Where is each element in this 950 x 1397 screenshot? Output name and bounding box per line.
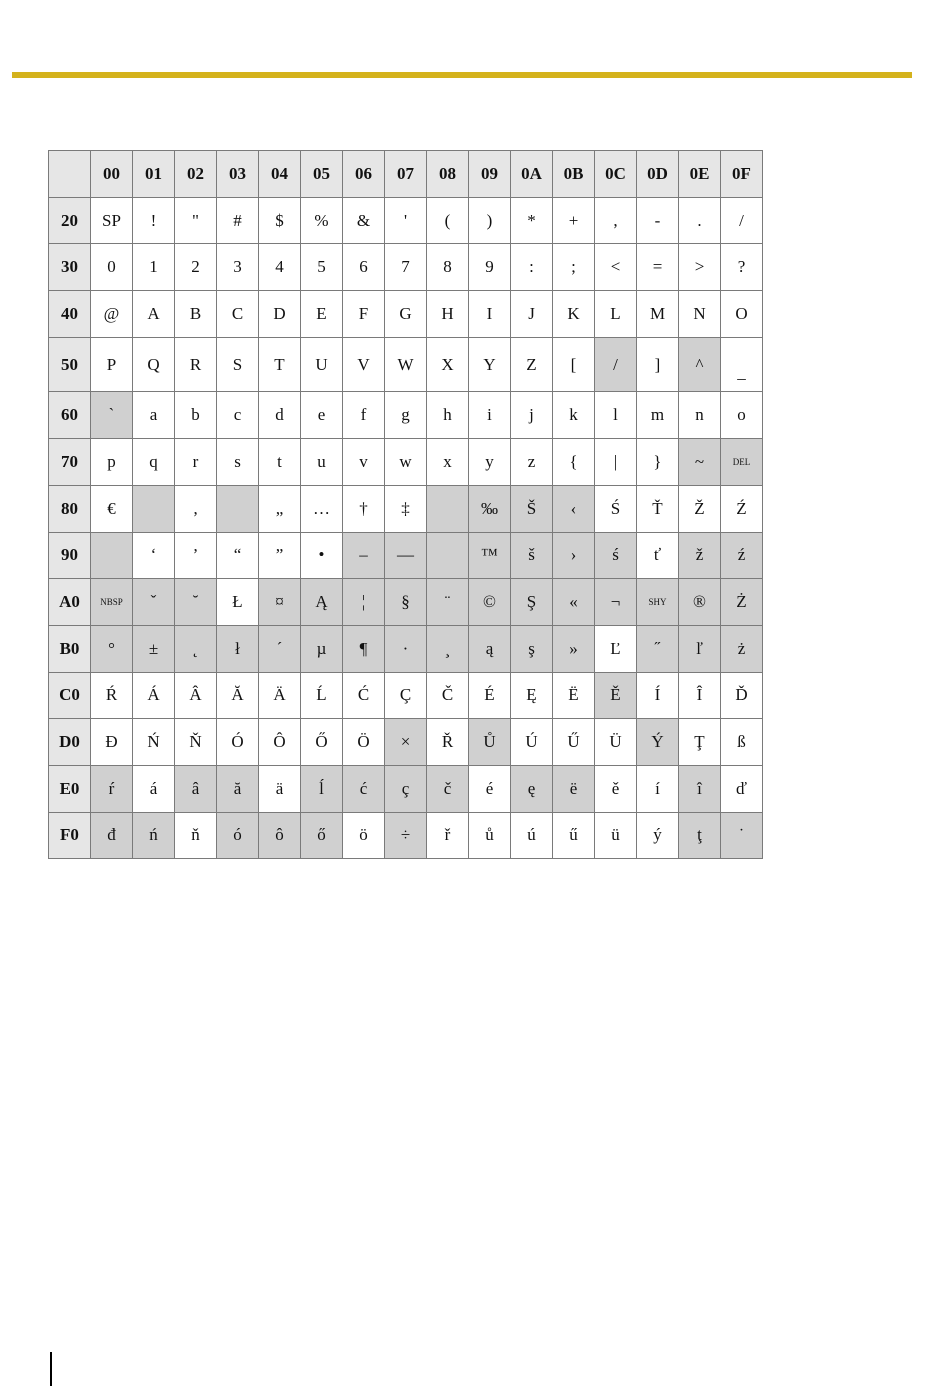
column-header: 0E (679, 151, 721, 198)
char-cell: o (721, 392, 763, 439)
char-cell: € (91, 485, 133, 532)
char-cell: { (553, 439, 595, 486)
column-header: 0F (721, 151, 763, 198)
char-cell (91, 532, 133, 579)
row-header: D0 (49, 719, 91, 766)
char-cell: „ (259, 485, 301, 532)
table-row (49, 392, 763, 439)
char-cell: ë (553, 765, 595, 812)
column-header: 06 (343, 151, 385, 198)
char-cell: ö (343, 812, 385, 859)
char-cell: ‰ (469, 485, 511, 532)
char-cell: C (217, 291, 259, 338)
char-cell: b (175, 392, 217, 439)
row-header: 90 (49, 532, 91, 579)
char-cell: Ď (721, 672, 763, 719)
char-cell: Í (637, 672, 679, 719)
char-cell: Ž (679, 485, 721, 532)
char-cell: i (469, 392, 511, 439)
char-cell: « (553, 579, 595, 626)
char-cell: Ş (511, 579, 553, 626)
column-header: 03 (217, 151, 259, 198)
char-cell: ~ (679, 439, 721, 486)
char-cell: ź (721, 532, 763, 579)
char-cell: ´ (259, 625, 301, 672)
char-cell: ] (637, 337, 679, 392)
row-header: 20 (49, 197, 91, 244)
char-cell: ä (259, 765, 301, 812)
char-cell: ć (343, 765, 385, 812)
table-row (49, 532, 763, 579)
char-cell: ˝ (637, 625, 679, 672)
char-cell: ß (721, 719, 763, 766)
char-cell: P (91, 337, 133, 392)
char-cell: r (175, 439, 217, 486)
row-header: E0 (49, 765, 91, 812)
char-cell: ‚ (175, 485, 217, 532)
table-row (49, 579, 763, 626)
table-row (49, 485, 763, 532)
char-cell: Ü (595, 719, 637, 766)
char-cell: Ó (217, 719, 259, 766)
char-cell: O (721, 291, 763, 338)
char-cell: / (595, 337, 637, 392)
column-header: 07 (385, 151, 427, 198)
char-cell: đ (91, 812, 133, 859)
char-cell: Ű (553, 719, 595, 766)
char-cell: SHY (637, 579, 679, 626)
char-cell: Ç (385, 672, 427, 719)
char-cell: y (469, 439, 511, 486)
char-cell: , (595, 197, 637, 244)
char-cell (427, 532, 469, 579)
char-cell: N (679, 291, 721, 338)
char-cell: ę (511, 765, 553, 812)
char-cell: ĺ (301, 765, 343, 812)
char-cell: I (469, 291, 511, 338)
char-cell: Á (133, 672, 175, 719)
char-cell: ¨ (427, 579, 469, 626)
char-cell: â (175, 765, 217, 812)
char-cell: Ä (259, 672, 301, 719)
char-cell: 3 (217, 244, 259, 291)
char-cell: ± (133, 625, 175, 672)
char-cell: ô (259, 812, 301, 859)
row-header: 70 (49, 439, 91, 486)
char-cell: H (427, 291, 469, 338)
char-cell: j (511, 392, 553, 439)
row-header: A0 (49, 579, 91, 626)
char-cell: e (301, 392, 343, 439)
char-cell: ? (721, 244, 763, 291)
char-cell: Ť (637, 485, 679, 532)
char-cell: < (595, 244, 637, 291)
char-cell: DEL (721, 439, 763, 486)
char-cell: X (427, 337, 469, 392)
top-accent-rule (12, 72, 912, 78)
char-cell: Ę (511, 672, 553, 719)
char-cell: + (553, 197, 595, 244)
char-cell: J (511, 291, 553, 338)
char-cell: » (553, 625, 595, 672)
char-cell: Ô (259, 719, 301, 766)
char-cell: Đ (91, 719, 133, 766)
char-cell: Ć (343, 672, 385, 719)
column-header: 05 (301, 151, 343, 198)
char-cell: ^ (679, 337, 721, 392)
char-cell: W (385, 337, 427, 392)
char-cell: $ (259, 197, 301, 244)
char-cell: ő (301, 812, 343, 859)
char-cell: ; (553, 244, 595, 291)
char-cell: % (301, 197, 343, 244)
char-cell: ť (637, 532, 679, 579)
char-cell: ’ (175, 532, 217, 579)
char-cell: Ú (511, 719, 553, 766)
char-cell: Î (679, 672, 721, 719)
char-cell: R (175, 337, 217, 392)
char-cell: 4 (259, 244, 301, 291)
char-cell: S (217, 337, 259, 392)
char-cell: E (301, 291, 343, 338)
table-row (49, 439, 763, 486)
column-header: 09 (469, 151, 511, 198)
char-cell: h (427, 392, 469, 439)
char-cell: A (133, 291, 175, 338)
column-header: 0A (511, 151, 553, 198)
char-cell: : (511, 244, 553, 291)
char-cell: Ý (637, 719, 679, 766)
char-cell: " (175, 197, 217, 244)
char-cell: © (469, 579, 511, 626)
char-cell: Ż (721, 579, 763, 626)
char-cell: ě (595, 765, 637, 812)
char-cell: Ë (553, 672, 595, 719)
char-cell (427, 485, 469, 532)
char-cell: Ń (133, 719, 175, 766)
char-cell: # (217, 197, 259, 244)
char-cell: c (217, 392, 259, 439)
char-cell: D (259, 291, 301, 338)
char-cell: 2 (175, 244, 217, 291)
char-cell: ˇ (133, 579, 175, 626)
char-cell: ‘ (133, 532, 175, 579)
column-header: 00 (91, 151, 133, 198)
char-cell: z (511, 439, 553, 486)
char-cell: ž (679, 532, 721, 579)
char-cell: ° (91, 625, 133, 672)
row-header: 50 (49, 337, 91, 392)
char-cell: Ň (175, 719, 217, 766)
char-cell: / (721, 197, 763, 244)
char-cell: í (637, 765, 679, 812)
column-header: 0B (553, 151, 595, 198)
char-cell: ŕ (91, 765, 133, 812)
char-cell: Z (511, 337, 553, 392)
char-cell: Ą (301, 579, 343, 626)
char-cell: ¤ (259, 579, 301, 626)
char-cell: q (133, 439, 175, 486)
char-cell: Ö (343, 719, 385, 766)
char-cell: T (259, 337, 301, 392)
char-cell: ‹ (553, 485, 595, 532)
column-header: 02 (175, 151, 217, 198)
char-cell: ® (679, 579, 721, 626)
char-cell: “ (217, 532, 259, 579)
char-cell: č (427, 765, 469, 812)
char-cell: ` (91, 392, 133, 439)
char-cell: Ě (595, 672, 637, 719)
char-cell: ú (511, 812, 553, 859)
char-cell: á (133, 765, 175, 812)
char-cell: ł (217, 625, 259, 672)
char-cell: – (343, 532, 385, 579)
char-cell: ń (133, 812, 175, 859)
column-header: 04 (259, 151, 301, 198)
char-cell: ˘ (175, 579, 217, 626)
row-header: F0 (49, 812, 91, 859)
char-cell: ň (175, 812, 217, 859)
char-cell: ˙ (721, 812, 763, 859)
char-cell: ą (469, 625, 511, 672)
corner-cell (49, 151, 91, 198)
char-cell: t (259, 439, 301, 486)
char-cell: · (385, 625, 427, 672)
char-cell: ă (217, 765, 259, 812)
char-cell: g (385, 392, 427, 439)
table-row (49, 244, 763, 291)
char-cell: a (133, 392, 175, 439)
char-cell: 1 (133, 244, 175, 291)
char-cell: ) (469, 197, 511, 244)
char-cell: 8 (427, 244, 469, 291)
char-cell: M (637, 291, 679, 338)
char-cell: Ŕ (91, 672, 133, 719)
char-cell: ¸ (427, 625, 469, 672)
row-header: 30 (49, 244, 91, 291)
row-header: C0 (49, 672, 91, 719)
char-cell: s (217, 439, 259, 486)
char-cell: • (301, 532, 343, 579)
char-cell: @ (91, 291, 133, 338)
char-cell: } (637, 439, 679, 486)
char-cell: ś (595, 532, 637, 579)
char-cell: › (553, 532, 595, 579)
char-cell: ü (595, 812, 637, 859)
char-cell: É (469, 672, 511, 719)
char-cell: µ (301, 625, 343, 672)
char-cell: K (553, 291, 595, 338)
char-cell: | (595, 439, 637, 486)
char-cell: Y (469, 337, 511, 392)
char-cell: ( (427, 197, 469, 244)
char-cell: ď (721, 765, 763, 812)
char-cell: n (679, 392, 721, 439)
table-row (49, 719, 763, 766)
char-cell: U (301, 337, 343, 392)
char-cell: ÷ (385, 812, 427, 859)
column-header: 08 (427, 151, 469, 198)
char-cell: m (637, 392, 679, 439)
char-cell: Ĺ (301, 672, 343, 719)
char-cell: SP (91, 197, 133, 244)
char-cell: G (385, 291, 427, 338)
table-row (49, 812, 763, 859)
char-cell: Ś (595, 485, 637, 532)
char-cell: - (637, 197, 679, 244)
char-cell: ç (385, 765, 427, 812)
column-header: 01 (133, 151, 175, 198)
char-cell: ľ (679, 625, 721, 672)
char-cell: 0 (91, 244, 133, 291)
char-cell: > (679, 244, 721, 291)
char-cell: p (91, 439, 133, 486)
char-cell: ý (637, 812, 679, 859)
char-cell: . (679, 197, 721, 244)
char-cell: = (637, 244, 679, 291)
table-row (49, 291, 763, 338)
char-cell: ¶ (343, 625, 385, 672)
table-row (49, 672, 763, 719)
character-code-table (48, 150, 763, 859)
char-cell: Ů (469, 719, 511, 766)
char-cell: k (553, 392, 595, 439)
char-cell: ű (553, 812, 595, 859)
char-cell: Ő (301, 719, 343, 766)
row-header: 40 (49, 291, 91, 338)
char-cell: § (385, 579, 427, 626)
char-cell: v (343, 439, 385, 486)
char-cell: _ (721, 337, 763, 392)
table-row (49, 197, 763, 244)
char-cell: ¬ (595, 579, 637, 626)
char-cell: — (385, 532, 427, 579)
char-cell: 6 (343, 244, 385, 291)
char-cell: V (343, 337, 385, 392)
char-cell: d (259, 392, 301, 439)
char-cell: 5 (301, 244, 343, 291)
char-cell: ” (259, 532, 301, 579)
char-cell: ™ (469, 532, 511, 579)
header-row (49, 151, 763, 198)
char-cell: w (385, 439, 427, 486)
char-cell: f (343, 392, 385, 439)
char-cell: Ľ (595, 625, 637, 672)
char-cell: Ł (217, 579, 259, 626)
char-cell: Ţ (679, 719, 721, 766)
char-cell: B (175, 291, 217, 338)
char-cell: ş (511, 625, 553, 672)
char-cell: î (679, 765, 721, 812)
char-cell: NBSP (91, 579, 133, 626)
char-cell: š (511, 532, 553, 579)
char-cell: † (343, 485, 385, 532)
char-cell: & (343, 197, 385, 244)
char-cell: u (301, 439, 343, 486)
char-cell: l (595, 392, 637, 439)
column-header: 0C (595, 151, 637, 198)
char-cell: [ (553, 337, 595, 392)
table-row (49, 765, 763, 812)
char-cell: Č (427, 672, 469, 719)
table-row (49, 337, 763, 392)
char-cell: é (469, 765, 511, 812)
char-cell: F (343, 291, 385, 338)
row-header: 60 (49, 392, 91, 439)
character-code-table-body (49, 151, 763, 859)
char-cell: ó (217, 812, 259, 859)
char-cell: L (595, 291, 637, 338)
table-row (49, 625, 763, 672)
column-header: 0D (637, 151, 679, 198)
char-cell: × (385, 719, 427, 766)
char-cell: Ă (217, 672, 259, 719)
char-cell: ů (469, 812, 511, 859)
char-cell: ¦ (343, 579, 385, 626)
char-cell: ‡ (385, 485, 427, 532)
char-cell: Š (511, 485, 553, 532)
row-header: 80 (49, 485, 91, 532)
char-cell (133, 485, 175, 532)
char-cell: Q (133, 337, 175, 392)
char-cell: 7 (385, 244, 427, 291)
row-header: B0 (49, 625, 91, 672)
char-cell: ř (427, 812, 469, 859)
char-cell: * (511, 197, 553, 244)
char-cell: ' (385, 197, 427, 244)
char-cell: ˛ (175, 625, 217, 672)
char-cell: Ř (427, 719, 469, 766)
page-margin-mark (50, 1352, 52, 1386)
char-cell: Ź (721, 485, 763, 532)
char-cell: x (427, 439, 469, 486)
char-cell (217, 485, 259, 532)
char-cell: 9 (469, 244, 511, 291)
char-cell: … (301, 485, 343, 532)
char-cell: ţ (679, 812, 721, 859)
char-cell: Â (175, 672, 217, 719)
char-cell: ! (133, 197, 175, 244)
char-cell: ż (721, 625, 763, 672)
